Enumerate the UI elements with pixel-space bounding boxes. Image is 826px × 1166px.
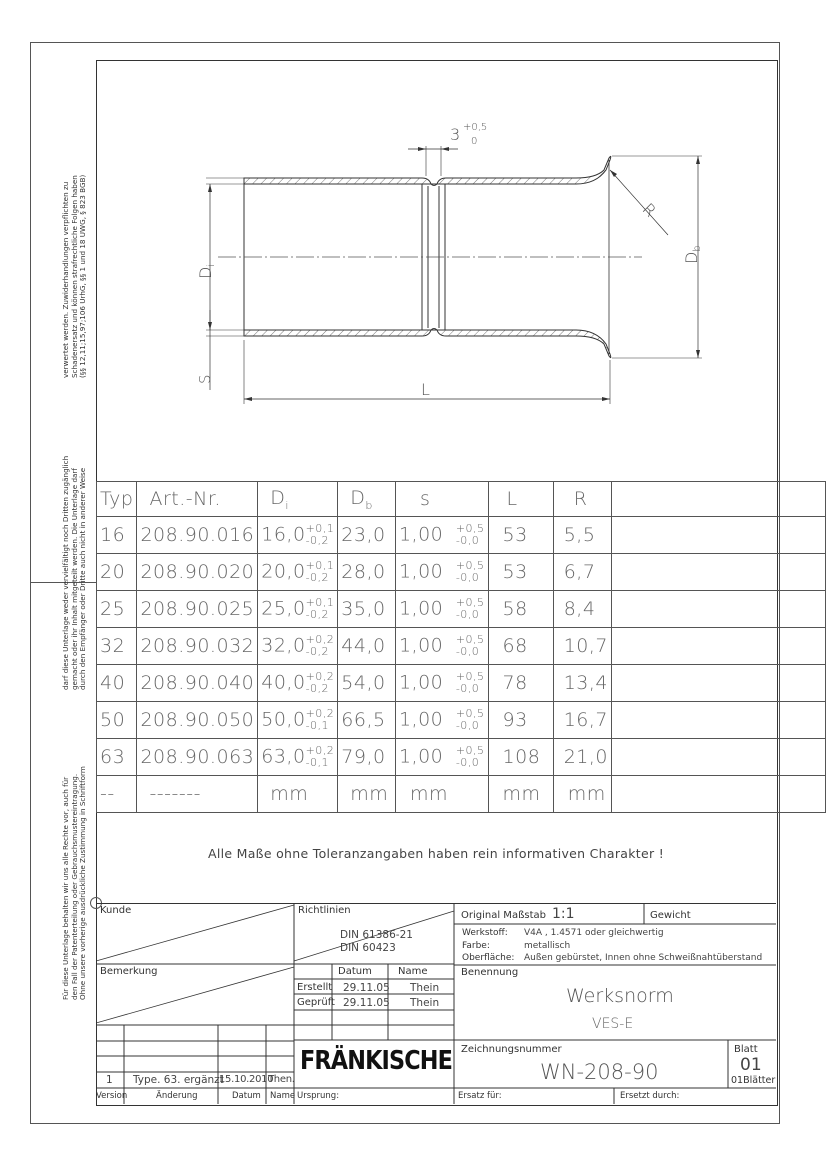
- unit-r: mm: [553, 776, 611, 813]
- cell-typ: 20: [97, 554, 137, 591]
- table-header-row: [97, 482, 826, 517]
- benennung-label: Benennung: [461, 967, 519, 978]
- legal-notice-2: darf diese Unterlage weder vervielfältigt noch Dritten zugänglich gemacht oder ihr Inhalt mitgeteilt werden. Die Unterlage darf durch den Empfänger oder Dritte auch nicht in anderer Weise: [61, 455, 88, 690]
- cell-r: 5,5: [553, 517, 611, 554]
- geprueft-datum: 29.11.05: [343, 997, 390, 1009]
- cell-di: 20,0+0,1 -0,2: [258, 554, 338, 591]
- benennung-sub: VES-E: [592, 1016, 634, 1032]
- table-row: [97, 702, 826, 739]
- bemerkung-label: Bemerkung: [100, 966, 158, 977]
- header-di: $D_i$: [258, 482, 338, 517]
- legal-notice-1: Für diese Unterlage behalten wir uns alle Rechte vor, auch für den Fall der Patenterteilung oder Gebrauchsmustereintragung. Ohne unsere vorherige ausdrückliche Zustimmung in Schriftform: [61, 766, 88, 1000]
- din-1: DIN 61386-21: [340, 929, 413, 941]
- table-row: [97, 665, 826, 702]
- cell-art: 208.90.025: [137, 591, 258, 628]
- pipe-wall-bottom: [244, 329, 611, 358]
- revision-datum: 15.10.2010: [219, 1074, 274, 1085]
- header-art: Art.-Nr.: [137, 482, 258, 517]
- werkstoff-value: V4A , 1.4571 oder gleichwertig: [524, 928, 664, 938]
- cell-r: 8,4: [553, 591, 611, 628]
- cell-typ: 63: [97, 739, 137, 776]
- din-2: DIN 60423: [340, 942, 396, 954]
- col-name: Name: [270, 1091, 296, 1101]
- header-typ: Typ: [97, 482, 137, 517]
- zeichnungsnummer-label: Zeichnungsnummer: [461, 1044, 562, 1055]
- groove-tol-upper: +0,5: [463, 122, 488, 133]
- unit-db: mm: [338, 776, 396, 813]
- cell-r: 10,7: [553, 628, 611, 665]
- cell-l: 53: [488, 517, 553, 554]
- cell-db: 28,0: [338, 554, 396, 591]
- richtlinien-label: Richtlinien: [298, 905, 351, 916]
- unit-art: -------: [137, 776, 258, 813]
- legal-notice-3: verwertet werden. Zuwiderhandlungen verpflichten zu Schadenersatz und können strafrechtliche Folgen haben (§§ 12,11;15,97;106 UrhG, §§ 1 und 18 UWG, § 823 BGB): [61, 174, 88, 378]
- cell-art: 208.90.032: [137, 628, 258, 665]
- name-header: Name: [398, 966, 428, 977]
- cell-s: 1,00 +0,5 -0,0: [395, 628, 488, 665]
- header-l: L: [488, 482, 553, 517]
- revision-version: 1: [106, 1074, 113, 1086]
- units-row: [97, 776, 826, 813]
- header-db: $D_b$: [338, 482, 396, 517]
- header-r: R: [553, 482, 611, 517]
- cell-di: 25,0+0,1 -0,2: [258, 591, 338, 628]
- cell-s: 1,00 +0,5 -0,0: [395, 739, 488, 776]
- oberflaeche-label: Oberfläche:: [462, 953, 515, 963]
- oberflaeche-value: Außen gebürstet, Innen ohne Schweißnahtüberstand: [524, 953, 763, 963]
- table-row: [97, 517, 826, 554]
- cell-di: 32,0+0,2 -0,2: [258, 628, 338, 665]
- r-label: R: [638, 199, 660, 221]
- groove-width-label: 3: [450, 125, 461, 144]
- cell-db: 66,5: [338, 702, 396, 739]
- revision-aenderung: Type. 63. ergänzt: [133, 1074, 224, 1086]
- cell-art: 208.90.050: [137, 702, 258, 739]
- werkstoff-label: Werkstoff:: [462, 928, 508, 938]
- cell-di: 50,0+0,2 -0,1: [258, 702, 338, 739]
- s-label: S: [196, 374, 214, 384]
- technical-drawing: [96, 60, 776, 481]
- cell-s: 1,00 +0,5 -0,0: [395, 517, 488, 554]
- db-label: Db: [682, 245, 703, 264]
- header-empty: [612, 482, 826, 517]
- revision-name: Then.: [268, 1074, 295, 1085]
- cell-r: 21,0: [553, 739, 611, 776]
- gewicht-label: Gewicht: [650, 910, 691, 921]
- cell-art: 208.90.040: [137, 665, 258, 702]
- erstellt-datum: 29.11.05: [343, 982, 390, 994]
- groove-tol-lower: 0: [471, 136, 478, 147]
- cell-typ: 32: [97, 628, 137, 665]
- erstellt-label: Erstellt: [297, 982, 333, 993]
- cell-r: 6,7: [553, 554, 611, 591]
- ersatz-fuer-label: Ersatz für:: [458, 1091, 502, 1101]
- erstellt-name: Thein: [410, 982, 440, 994]
- cell-r: 13,4: [553, 665, 611, 702]
- cell-r: 16,7: [553, 702, 611, 739]
- cell-l: 53: [488, 554, 553, 591]
- cell-di: 40,0+0,2 -0,2: [258, 665, 338, 702]
- cell-typ: 40: [97, 665, 137, 702]
- header-s: s: [395, 482, 488, 517]
- cell-typ: 25: [97, 591, 137, 628]
- cell-db: 23,0: [338, 517, 396, 554]
- cell-db: 54,0: [338, 665, 396, 702]
- table-row: [97, 554, 826, 591]
- tolerance-note: Alle Maße ohne Toleranzangaben haben rein informativen Charakter !: [207, 846, 665, 861]
- farbe-value: metallisch: [524, 941, 571, 951]
- cell-db: 79,0: [338, 739, 396, 776]
- spec-table: [96, 481, 826, 813]
- cell-art: 208.90.016: [137, 517, 258, 554]
- col-version: Version: [96, 1091, 128, 1101]
- di-label: Di: [196, 263, 217, 279]
- cell-l: 78: [488, 665, 553, 702]
- cell-l: 58: [488, 591, 553, 628]
- farbe-label: Farbe:: [462, 941, 490, 951]
- cell-art: 208.90.020: [137, 554, 258, 591]
- l-label: L: [421, 380, 430, 399]
- col-aenderung: Änderung: [156, 1091, 198, 1101]
- table-row: [97, 591, 826, 628]
- blaetter-label: 01Blätter: [731, 1075, 776, 1086]
- kunde-label: Kunde: [100, 905, 132, 916]
- massstab-value: 1:1: [552, 906, 575, 922]
- cell-db: 35,0: [338, 591, 396, 628]
- geprueft-name: Thein: [410, 997, 440, 1009]
- cell-art: 208.90.063: [137, 739, 258, 776]
- pipe-wall-top: [244, 156, 611, 185]
- ursprung-label: Ursprung:: [297, 1091, 340, 1101]
- unit-s: mm: [395, 776, 488, 813]
- cell-l: 93: [488, 702, 553, 739]
- cell-l: 108: [488, 739, 553, 776]
- cell-s: 1,00 +0,5 -0,0: [395, 591, 488, 628]
- zeichnungsnummer-value: WN-208-90: [540, 1060, 659, 1084]
- col-datum: Datum: [232, 1091, 261, 1101]
- table-row: [97, 739, 826, 776]
- cell-s: 1,00 +0,5 -0,0: [395, 702, 488, 739]
- unit-l: mm: [488, 776, 553, 813]
- cell-di: 16,0+0,1 -0,2: [258, 517, 338, 554]
- table-row: [97, 628, 826, 665]
- massstab-label: Original Maßstab: [461, 910, 546, 921]
- cell-s: 1,00 +0,5 -0,0: [395, 554, 488, 591]
- datum-header: Datum: [338, 966, 372, 977]
- blatt-value: 01: [740, 1055, 762, 1075]
- cell-l: 68: [488, 628, 553, 665]
- cell-db: 44,0: [338, 628, 396, 665]
- cell-s: 1,00 +0,5 -0,0: [395, 665, 488, 702]
- ersetzt-durch-label: Ersetzt durch:: [620, 1091, 680, 1101]
- blatt-label: Blatt: [734, 1044, 758, 1055]
- unit-typ: --: [97, 776, 137, 813]
- company-logo: FRÄNKISCHE: [300, 1046, 453, 1076]
- benennung-title: Werksnorm: [566, 985, 674, 1007]
- unit-di: mm: [258, 776, 338, 813]
- cell-di: 63,0+0,2 -0,1: [258, 739, 338, 776]
- geprueft-label: Geprüft: [297, 997, 335, 1008]
- cell-typ: 16: [97, 517, 137, 554]
- cell-typ: 50: [97, 702, 137, 739]
